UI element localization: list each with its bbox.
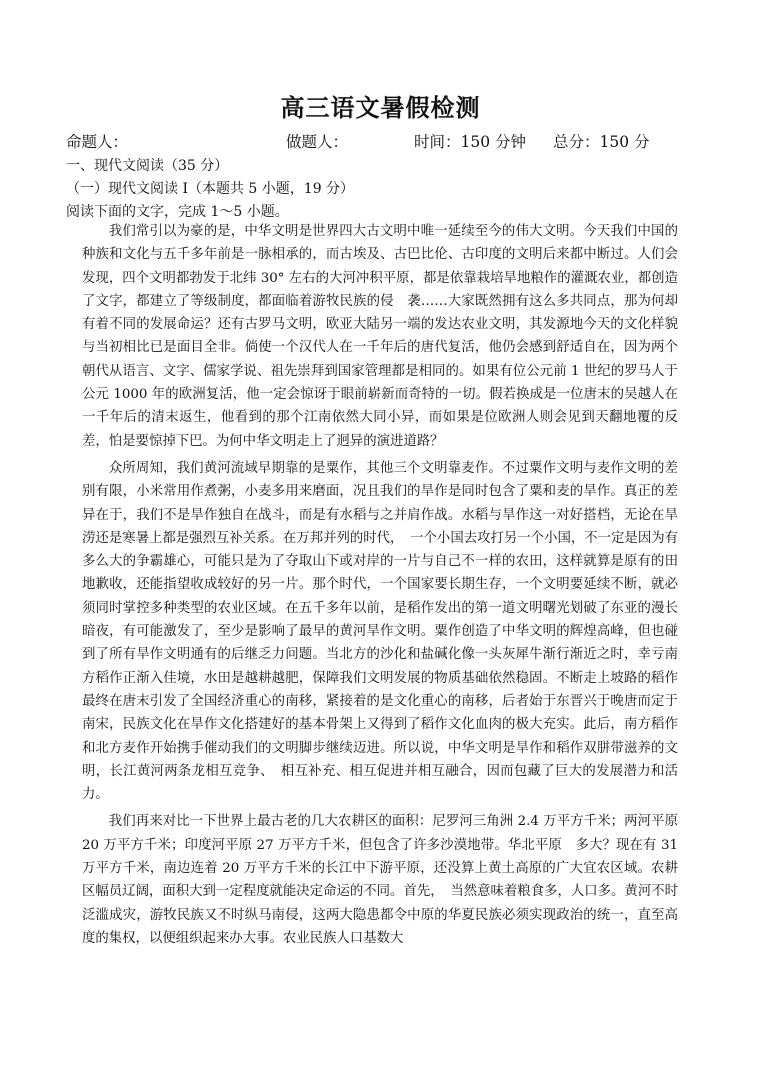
subsection-heading: （一）现代文阅读 I（本题共 5 小题，19 分）	[66, 181, 355, 197]
reading-passage	[82, 220, 678, 950]
time-label: 时间：150 分钟	[414, 133, 527, 151]
exam-meta-row	[66, 130, 706, 152]
setter-label: 命题人：	[66, 133, 129, 151]
passage-paragraph-2: 众所周知，我们黄河流域早期靠的是粟作，其他三个文明靠麦作。不过粟作文明与麦作文明的差别有限，小米常用作煮粥，小麦多用来磨面，况且我们的旱作是同时包含了粟和麦的旱作。真正的差异在于，我们不是旱作独自在战斗，而是有水稻与之并肩作战。水稻与旱作这一对好搭档，无论在旱涝还是寒暑上都是强烈互补关系。在万邦并列的时代， 一个小国去攻打另一个小国，不一定是因为有多么大的争霸雄心，可能只是为了夺取山下或对岸的一片与自己不一样的农田，这样就算是原有的田地歉收，还能指望收成较好的另一片。那个时代，一个国家要长期生存，一个文明要延续不断，就必须同时掌控多种类型的农业区域。在五千多年以前，是稻作发出的第一道文明曙光划破了东亚的漫长暗夜，有可能激发了，至少是影响了最早的黄河旱作文明。粟作创造了中华文明的辉煌高峰，但也碰到了所有旱作文明通有的后继乏力问题。当北方的沙化和盐碱化像一头灰犀牛渐行渐近之时，幸亏南方稻作正渐入佳境，水田是越耕越肥，保障我们文明发展的物质基础依然稳固。不断走上坡路的稻作最终在唐末引发了全国经济重心的南移，紧接着的是文化重心的南移，后者始于东晋兴于晚唐而定于南宋，民族文化在旱作文化搭建好的基本骨架上又得到了稻作文化血肉的极大充实。此后，南方稻作和北方麦作开始携手催动我们的文明脚步继续迈进。所以说，中华文明是旱作和稻作双胼带滋养的文明，长江黄河两条龙相互竞争、 相互补充、相互促进并相互融合，因而包藏了巨大的发展潜力和活力。	[82, 460, 678, 803]
page-title: 高三语文暑假检测	[280, 94, 481, 122]
section-heading: 一、现代文阅读（35 分）	[66, 158, 229, 174]
passage-paragraph-3: 我们再来对比一下世界上最古老的几大农耕区的面积：尼罗河三角洲 2.4 万平方千米；两河平原 20 万平方千米；印度河平原 27 万平方千米，但包含了许多沙漠地带。华北平原 多大？现在有 31 万平方千米，南边连着 20 万平方千米的长江中下游平原，还没算上黄土高原的广大宜农区域。农耕区幅员辽阔，面积大到一定程度就能决定命运的不同。首先， 当然意味着粮食多，人口多。黄河不时泛滥成灾，游牧民族又不时纵马南侵，这两大隐患都令中原的华夏民族必须实现政治的统一，直至高度的集权，以便组织起来办大事。农业民族人口基数大	[82, 814, 678, 946]
instruction-text: 阅读下面的文字，完成 1～5 小题。	[66, 204, 289, 220]
passage-paragraph-1: 我们常引以为豪的是，中华文明是世界四大古文明中唯一延续至今的伟大文明。今天我们中国的种族和文化与五千多年前是一脉相承的，而古埃及、古巴比伦、古印度的文明后来都中断过。人们会发现，四个文明都勃发于北纬 30° 左右的大河冲积平原，都是依靠栽培旱地粮作的灌溉农业，都创造了文字，都建立了等级制度，都面临着游牧民族的侵 袭……大家既然拥有这么多共同点，那为何却有着不同的发展命运？还有古罗马文明，欧亚大陆另一端的发达农业文明，其发源地今天的文化样貌与当初相比已是面目全非。倘使一个汉代人在一千年后的唐代复活，他仍会感到舒适自在，因为两个朝代从语言、文字、儒家学说、祖先崇拜到国家管理都是相同的。如果有位公元前 1 世纪的罗马人于公元 1000 年的欧洲复活，他一定会惊讶于眼前崭新而奇特的一切。假若换成是一位唐末的吴越人在一千年后的清末返生，他看到的那个江南依然大同小异，而如果是位欧洲人则会见到天翻地覆的反差，怕是要惊掉下巴。为何中华文明走上了迥异的演进道路？	[82, 224, 678, 449]
score-label: 总分：150 分	[553, 133, 650, 151]
solver-label: 做题人：	[286, 133, 349, 151]
